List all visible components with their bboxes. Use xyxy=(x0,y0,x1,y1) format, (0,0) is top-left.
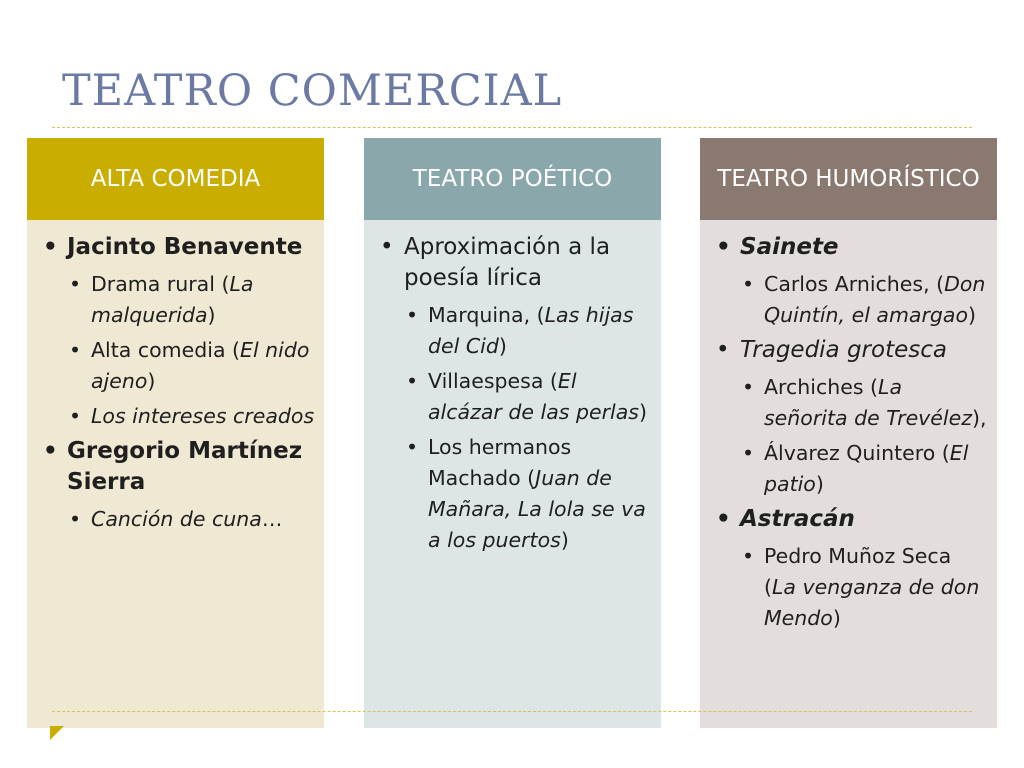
column-teatro-humoristico xyxy=(700,138,997,728)
list-item-author: • Gregorio Martínez Sierra xyxy=(43,438,303,495)
list-item-work: • Carlos Arniches, (Don Quintín, el amargao) xyxy=(742,272,986,327)
column-body-teatro-humoristico xyxy=(700,220,997,728)
column-teatro-poetico xyxy=(364,138,661,728)
list-item-work: • Canción de cuna… xyxy=(69,507,283,531)
column-header-alta-comedia: ALTA COMEDIA xyxy=(27,138,324,220)
list-item-work: • Los intereses creados xyxy=(69,404,315,428)
corner-triangle-icon xyxy=(50,726,64,740)
column-header-teatro-poetico: TEATRO POÉTICO xyxy=(364,138,661,220)
list-item-work: • Villaespesa (El alcázar de las perlas) xyxy=(406,369,647,424)
column-alta-comedia xyxy=(27,138,324,728)
list-item-topic: • Aproximación a la poesía lírica xyxy=(380,234,611,291)
list-item-work: • Drama rural (La malquerida) xyxy=(69,272,254,327)
slide-title: TEATRO COMERCIAL xyxy=(62,66,563,116)
list-item-work: • Pedro Muñoz Seca (La venganza de don Mendo) xyxy=(742,544,980,630)
list-item-work: • Los hermanos Machado (Juan de Mañara, La lola se va a los puertos) xyxy=(406,435,646,552)
footer-divider xyxy=(52,711,972,712)
list-item-genre: • Sainete xyxy=(716,234,839,260)
column-body-teatro-poetico xyxy=(364,220,661,728)
list-item-genre: • Tragedia grotesca xyxy=(716,337,947,363)
list-item-work: • Archiches (La señorita de Trevélez), xyxy=(742,375,987,430)
list-item-author: • Jacinto Benavente xyxy=(43,234,303,260)
column-body-alta-comedia xyxy=(27,220,324,728)
list-item-work: • Marquina, (Las hijas del Cid) xyxy=(406,303,634,358)
column-header-teatro-humoristico: TEATRO HUMORÍSTICO xyxy=(700,138,997,220)
list-item-work: • Álvarez Quintero (El patio) xyxy=(742,441,969,496)
list-item-work: • Alta comedia (El nido ajeno) xyxy=(69,338,310,393)
title-divider xyxy=(52,127,972,128)
list-item-genre: • Astracán xyxy=(716,506,855,532)
